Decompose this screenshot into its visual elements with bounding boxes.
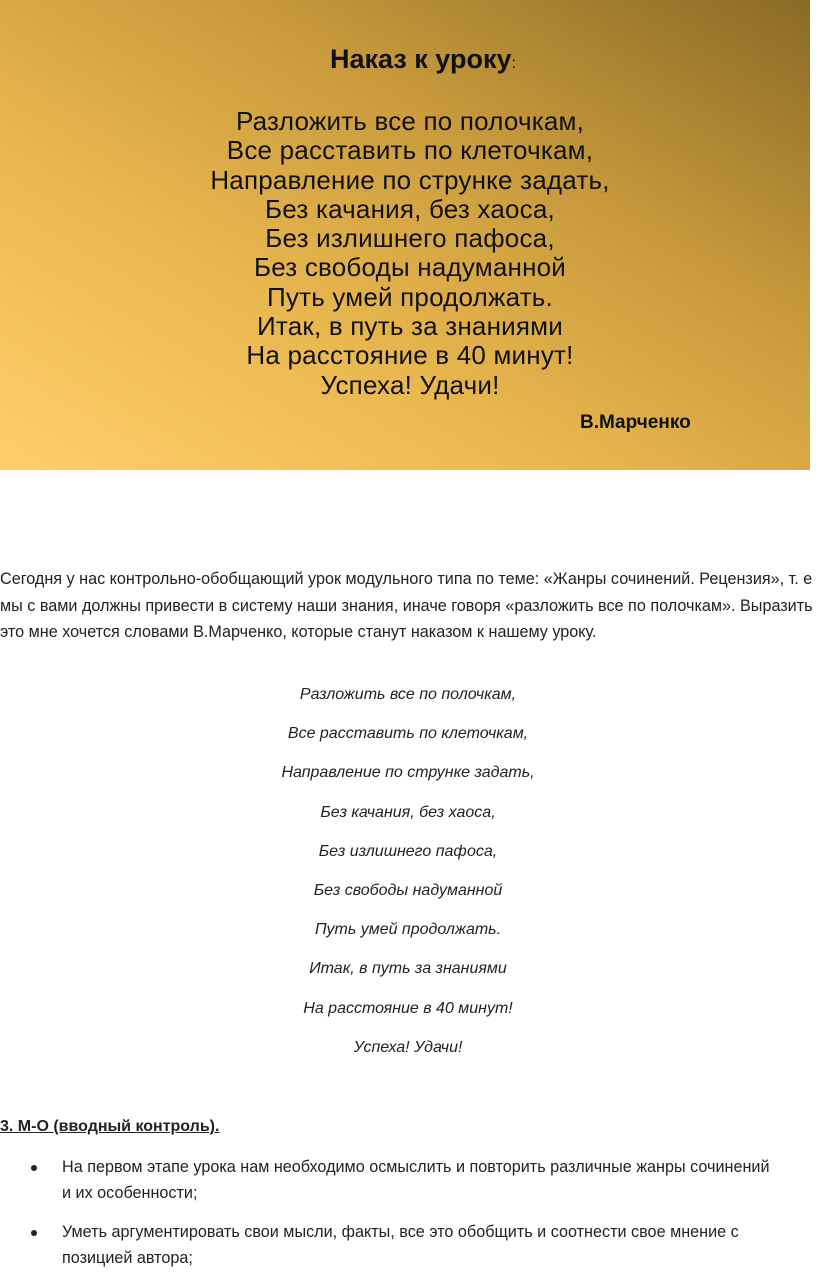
slide-poem-line: На расстояние в 40 минут! <box>246 340 574 371</box>
poem-line: Успеха! Удачи! <box>353 1038 463 1056</box>
slide-poem <box>80 107 740 400</box>
list-item <box>0 1154 816 1206</box>
bullet-list <box>0 1154 816 1284</box>
slide-poem-line: Без свободы надуманной <box>253 252 567 283</box>
slide-poem-line: Без качания, без хаоса, <box>265 193 555 224</box>
slide-poem-line: Успеха! Удачи! <box>320 369 500 400</box>
poem-line: Без качания, без хаоса, <box>320 803 496 821</box>
poem-line: Итак, в путь за знаниями <box>309 960 507 978</box>
poem <box>0 682 816 1074</box>
poem-line: Направление по струнке задать, <box>281 764 535 782</box>
slide-poem-line: Направление по струнке задать, <box>210 164 610 195</box>
slide-poem-line: Без излишнего пафоса, <box>265 223 555 254</box>
section-heading: 3. М-О (вводный контроль). <box>0 1118 220 1135</box>
poem-line: Все расставить по клеточкам, <box>287 725 529 743</box>
list-item-text: Уметь аргументировать свои мысли, факты, все это обобщить и соотнести свое мнение с позицией автора; <box>62 1223 739 1267</box>
poem-line: Разложить все по полочкам, <box>299 686 517 703</box>
slide-poem-line: Все расставить по клеточкам, <box>226 135 594 166</box>
poem-line: Без свободы надуманной <box>313 881 503 899</box>
intro-paragraph: Сегодня у нас контрольно-обобщающий урок модульного типа по теме: «Жанры сочинений. Рецензия», т. е мы с вами должны привести в систему наши знания, иначе говоря «разложить все по полочкам». Выразить это мне хочется словами В.Марченко, которые станут наказом к нашему уроку. <box>0 570 813 641</box>
poem-line: Без излишнего пафоса, <box>318 842 498 860</box>
poem-line: На расстояние в 40 минут! <box>303 999 513 1017</box>
list-item <box>0 1219 816 1271</box>
slide-title-colon: : <box>511 55 516 72</box>
slide-image <box>0 0 810 470</box>
slide-poem-line: Разложить все по полочкам, <box>235 106 585 136</box>
slide-author: В.Марченко <box>580 412 691 433</box>
bullet-icon <box>31 1230 37 1236</box>
slide-title: Наказ к уроку: <box>330 44 516 74</box>
slide-poem-line: Путь умей продолжать. <box>267 281 553 312</box>
poem-line: Путь умей продолжать. <box>314 921 502 939</box>
slide-poem-line: Итак, в путь за знаниями <box>257 311 563 342</box>
bullet-icon <box>31 1165 37 1171</box>
list-item-text: На первом этапе урока нам необходимо осмыслить и повторить различные жанры сочинений и их особенности; <box>62 1158 770 1202</box>
